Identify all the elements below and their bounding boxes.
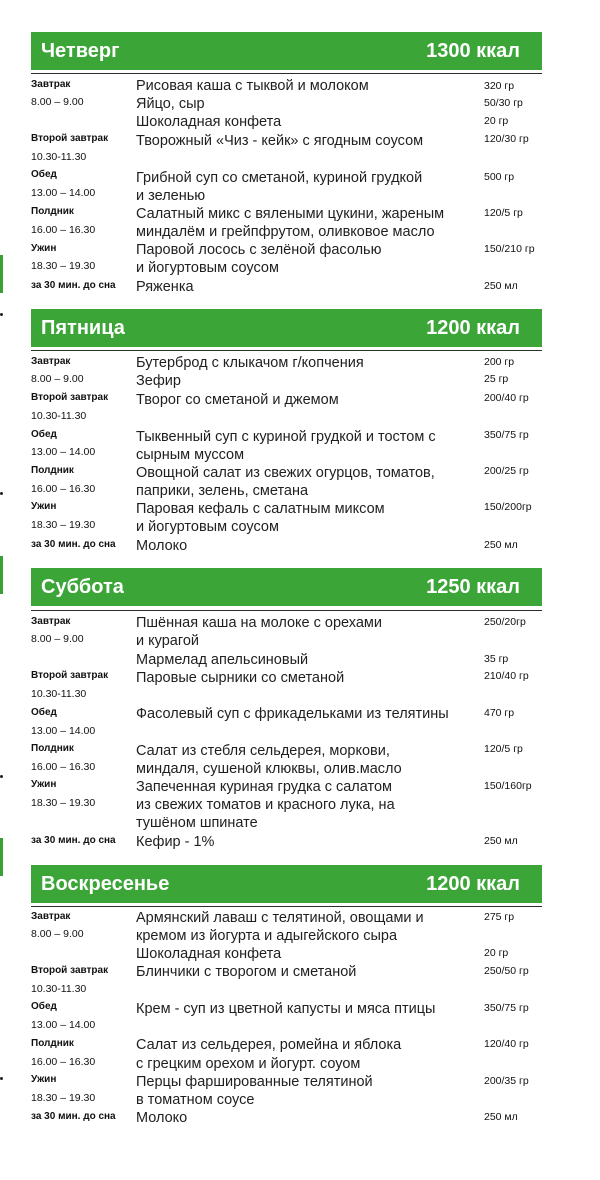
portion-size: 20 гр — [484, 947, 509, 959]
dish-line: Паровые сырники со сметаной — [136, 670, 345, 686]
dish-line: Блинчики с творогом и сметаной — [136, 964, 357, 980]
meal-name: Второй завтрак — [31, 965, 109, 976]
day-header — [31, 309, 542, 347]
dish-line: миндалём и грейпфрутом, оливковое масло — [136, 224, 435, 240]
edge-dot — [0, 775, 3, 778]
meal-name: Завтрак — [31, 79, 71, 90]
meal-time: 8.00 – 9.00 — [31, 633, 84, 645]
portion-size: 350/75 гр — [484, 1002, 529, 1014]
meal-time: 18.30 – 19.30 — [31, 260, 96, 272]
dish-line: Рисовая каша с тыквой и молоком — [136, 78, 369, 94]
meal-name: Второй завтрак — [31, 133, 109, 144]
meal-name: Ужин — [31, 1074, 57, 1085]
dish-line: миндаля, сушеной клюквы, олив.масло — [136, 761, 402, 777]
dish-line: сырным муссом — [136, 447, 245, 463]
portion-size: 120/40 гр — [484, 1038, 529, 1050]
portion-size: 20 гр — [484, 115, 509, 127]
meal-name: Обед — [31, 429, 57, 440]
portion-size: 200 гр — [484, 356, 515, 368]
edge-dot — [0, 492, 3, 495]
divider — [31, 350, 542, 351]
edge-mark — [0, 838, 3, 876]
portion-size: 150/160гр — [484, 780, 532, 792]
meal-time: 16.00 – 16.30 — [31, 761, 96, 773]
meal-name: Обед — [31, 1001, 57, 1012]
dish-line: Мармелад апельсиновый — [136, 652, 309, 668]
dish-line: Армянский лаваш с телятиной, овощами и — [136, 910, 424, 926]
dish-line: кремом из йогурта и адыгейского сыра — [136, 928, 398, 944]
portion-size: 250 мл — [484, 1111, 518, 1123]
dish-line: Творожный «Чиз - кейк» с ягодным соусом — [136, 133, 424, 149]
portion-size: 120/30 гр — [484, 133, 529, 145]
portion-size: 150/200гр — [484, 501, 532, 513]
portion-size: 210/40 гр — [484, 670, 529, 682]
dish-line: Запеченная куриная грудка с салатом — [136, 779, 393, 795]
dish-line: тушёном шпинате — [136, 815, 258, 831]
divider — [31, 73, 542, 74]
meal-name: за 30 мин. до сна — [31, 1111, 116, 1122]
dish-line: и зеленью — [136, 188, 206, 204]
day-header — [31, 568, 542, 606]
portion-size: 250/50 гр — [484, 965, 529, 977]
meal-time: 8.00 – 9.00 — [31, 96, 84, 108]
dish-line: Бутерброд с клыкачом г/копчения — [136, 355, 364, 371]
meal-name: Полдник — [31, 1038, 74, 1049]
day-calories: 1200 ккал — [426, 873, 520, 895]
meal-name: за 30 мин. до сна — [31, 835, 116, 846]
edge-dot — [0, 1077, 3, 1080]
portion-size: 320 гр — [484, 80, 515, 92]
portion-size: 150/210 гр — [484, 243, 535, 255]
portion-size: 50/30 гр — [484, 97, 523, 109]
meal-name: Обед — [31, 169, 57, 180]
meal-name: Полдник — [31, 206, 74, 217]
portion-size: 120/5 гр — [484, 743, 523, 755]
day-title: Пятница — [41, 317, 125, 339]
dish-line: с грецким орехом и йогурт. соуом — [136, 1056, 361, 1072]
dish-line: Паровая кефаль с салатным миксом — [136, 501, 385, 517]
meal-time: 16.00 – 16.30 — [31, 224, 96, 236]
portion-size: 200/35 гр — [484, 1075, 529, 1087]
meal-time: 18.30 – 19.30 — [31, 519, 96, 531]
meal-name: Ужин — [31, 779, 57, 790]
meal-name: Завтрак — [31, 911, 71, 922]
meal-time: 10.30-11.30 — [31, 410, 87, 422]
dish-line: Тыквенный суп с куриной грудкой и тостом с — [136, 429, 436, 445]
meal-name: Ужин — [31, 243, 57, 254]
dish-line: Яйцо, сыр — [136, 96, 205, 112]
dish-line: Крем - суп из цветной капусты и мяса птицы — [136, 1001, 436, 1017]
divider — [31, 906, 542, 907]
edge-mark — [0, 556, 3, 594]
portion-size: 200/40 гр — [484, 392, 529, 404]
dish-line: Фасолевый суп с фрикадельками из телятины — [136, 706, 449, 722]
edge-dot — [0, 313, 3, 316]
dish-line: и курагой — [136, 633, 199, 649]
portion-size: 120/5 гр — [484, 207, 523, 219]
meal-time: 16.00 – 16.30 — [31, 1056, 96, 1068]
divider — [31, 610, 542, 611]
meal-time: 13.00 – 14.00 — [31, 725, 96, 737]
dish-line: Шоколадная конфета — [136, 114, 282, 130]
dish-line: Салатный микс с вялеными цукини, жареным — [136, 206, 445, 222]
dish-line: Шоколадная конфета — [136, 946, 282, 962]
dish-line: Овощной салат из свежих огурцов, томатов, — [136, 465, 435, 481]
dish-line: Перцы фаршированные телятиной — [136, 1074, 373, 1090]
portion-size: 350/75 гр — [484, 429, 529, 441]
meal-name: Второй завтрак — [31, 670, 109, 681]
meal-name: Ужин — [31, 501, 57, 512]
meal-time: 13.00 – 14.00 — [31, 187, 96, 199]
meal-name: Второй завтрак — [31, 392, 109, 403]
portion-size: 25 гр — [484, 373, 509, 385]
portion-size: 250 мл — [484, 539, 518, 551]
dish-line: паприки, зелень, сметана — [136, 483, 309, 499]
meal-name: Полдник — [31, 465, 74, 476]
day-header — [31, 865, 542, 903]
meal-name: Завтрак — [31, 616, 71, 627]
portion-size: 250 мл — [484, 280, 518, 292]
meal-time: 8.00 – 9.00 — [31, 373, 84, 385]
portion-size: 35 гр — [484, 653, 509, 665]
meal-name: Завтрак — [31, 356, 71, 367]
dish-line: из свежих томатов и красного лука, на — [136, 797, 395, 813]
meal-time: 16.00 – 16.30 — [31, 483, 96, 495]
portion-size: 275 гр — [484, 911, 515, 923]
portion-size: 250 мл — [484, 835, 518, 847]
meal-time: 8.00 – 9.00 — [31, 928, 84, 940]
day-title: Суббота — [41, 576, 124, 598]
dish-line: Молоко — [136, 1110, 188, 1126]
portion-size: 200/25 гр — [484, 465, 529, 477]
dish-line: Паровой лосось с зелёной фасолью — [136, 242, 382, 258]
meal-name: за 30 мин. до сна — [31, 539, 116, 550]
day-calories: 1250 ккал — [426, 576, 520, 598]
dish-line: Пшённая каша на молоке с орехами — [136, 615, 383, 631]
portion-size: 250/20гр — [484, 616, 526, 628]
day-title: Четверг — [41, 40, 120, 62]
dish-line: Молоко — [136, 538, 188, 554]
meal-time: 13.00 – 14.00 — [31, 446, 96, 458]
meal-name: за 30 мин. до сна — [31, 280, 116, 291]
dish-line: Зефир — [136, 373, 181, 389]
meal-name: Полдник — [31, 743, 74, 754]
edge-mark — [0, 255, 3, 293]
dish-line: в томатном соусе — [136, 1092, 255, 1108]
dish-line: Салат из стебля сельдерея, моркови, — [136, 743, 390, 759]
day-calories: 1200 ккал — [426, 317, 520, 339]
meal-name: Обед — [31, 707, 57, 718]
portion-size: 470 гр — [484, 707, 515, 719]
meal-time: 10.30-11.30 — [31, 688, 87, 700]
dish-line: Творог со сметаной и джемом — [136, 392, 339, 408]
day-calories: 1300 ккал — [426, 40, 520, 62]
day-header — [31, 32, 542, 70]
dish-line: Кефир - 1% — [136, 834, 215, 850]
meal-time: 10.30-11.30 — [31, 151, 87, 163]
day-title: Воскресенье — [41, 873, 170, 895]
meal-time: 10.30-11.30 — [31, 983, 87, 995]
dish-line: и йогуртовым соусом — [136, 519, 279, 535]
meal-time: 18.30 – 19.30 — [31, 1092, 96, 1104]
meal-time: 18.30 – 19.30 — [31, 797, 96, 809]
dish-line: и йогуртовым соусом — [136, 260, 279, 276]
meal-time: 13.00 – 14.00 — [31, 1019, 96, 1031]
portion-size: 500 гр — [484, 171, 515, 183]
dish-line: Ряженка — [136, 279, 194, 295]
dish-line: Салат из сельдерея, ромейна и яблока — [136, 1037, 402, 1053]
dish-line: Грибной суп со сметаной, куриной грудкой — [136, 170, 423, 186]
